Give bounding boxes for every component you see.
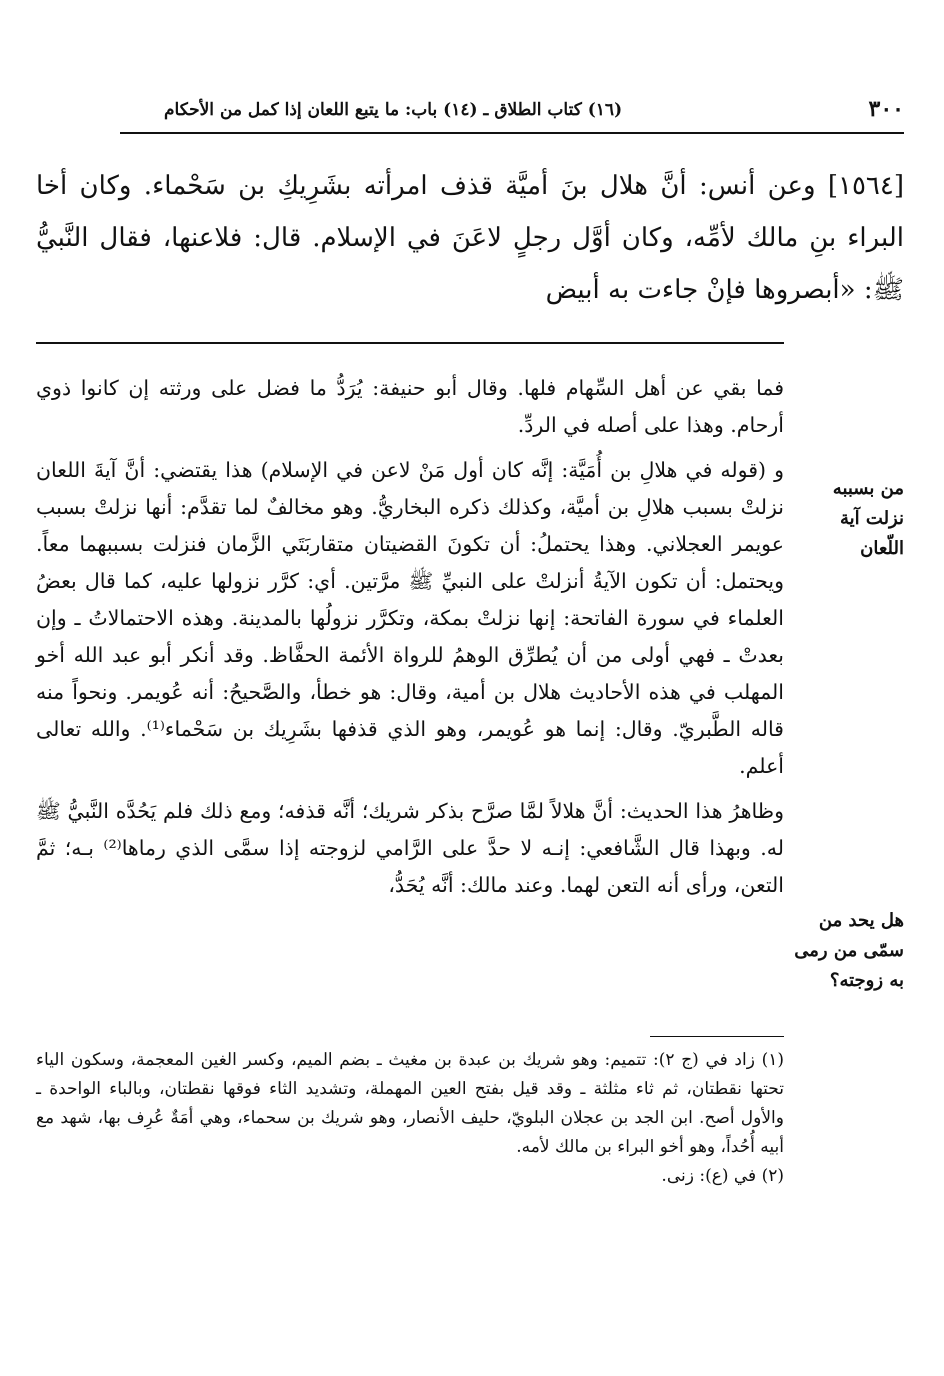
page-number: ٣٠٠ <box>868 96 904 122</box>
footnote-1: (١) زاد في (ج ٢): تتميم: وهو شريك بن عبدة بن مغيث ـ بضم الميم، وكسر الغين المعجمة، وسكون الياء تحتها نقطتان، ثم ثاء مثلثة ـ وقد قيل بفتح العين المهملة، وتشديد الثاء فوقها نقطتان، وبالباء الواحدة ـ والأول أصح. ابن الجد بن عجلان البلويّ، حليف الأنصار، وهو شريك بن سحماء، وهي أمَةٌ عُرِف بها، شهد مع أبيه أُحُداً، وهو أخو البراء بن مالك لأمه. <box>36 1050 784 1157</box>
commentary-paragraph-3: وظاهرُ هذا الحديث: أنَّ هلالاً لمَّا صرَّح بذكر شريك؛ أنَّه قذفه؛ ومع ذلك فلم يَحُدَّه النَّبيُّ ﷺ له. وبهذا قال الشَّافعي: إنـه لا حدَّ على الرَّامي لزوجته إذا سمَّى الذي رماها⁽²⁾ بـه؛ ثمَّ التعن، ورأى أنه التعن لهما. وعند مالك: أنَّه يُحَدُّ، <box>36 799 784 897</box>
commentary-paragraph-2: و (قوله في هلالِ بن أُمَيَّة: إنَّه كان أول مَنْ لاعن في الإسلام) هذا يقتضي: أنَّ آيةَ اللعان نزلتْ بسبب هلالِ بن أميَّة، وكذلك ذكره البخاريُّ. وهو مخالفٌ لما تقدَّم: أنها نزلتْ بسبب عويمر العجلاني. وهذا يحتملُ: أن تكونَ القضيتان متقاربَتَي الزَّمان فنزلت بسببهما معاً. ويحتمل: أن تكون الآيةُ أنزلتْ على النبيِّ ﷺ مرَّتين. أي: كرَّر نزولها عليه، كما قال بعضُ العلماء في سورة الفاتحة: إنها نزلتْ بمكة، وتكرَّر نزولُها بالمدينة. وهذه الاحتمالاتُ ـ وإن بعدتْ ـ فهي أولى من أن يُطرِّق الوهمُ للرواة الأئمة الحفَّاظ. وقد أنكر أبو عبد الله أخو المهلب في هذه الأحاديث هلال بن أمية، وقال: هو خطأ، والصَّحيحُ: أنه عُويمر. ونحواً منه قاله الطَّبريّ. وقال: إنما هو عُويمر، وهو الذي قذفها بشَرِيك بن سَحْماء⁽¹⁾. والله تعالى أعلم. <box>36 458 785 778</box>
hadith-divider <box>36 342 784 344</box>
side-note-hadd-question: هل يحد من سمّى من رمى به زوجته؟ <box>794 910 904 991</box>
footnote-divider <box>650 1036 784 1037</box>
page-header <box>120 96 904 130</box>
header-divider <box>120 132 904 134</box>
commentary-paragraph-1: فما بقي عن أهل السِّهام فلها. وقال أبو حنيفة: يُرَدُّ ما فضل على ورثته إن كانوا ذوي أرحام. وهذا على أصله في الردِّ. <box>36 376 784 437</box>
commentary-block <box>36 370 784 904</box>
running-title: (١٦) كتاب الطلاق ـ (١٤) باب: ما يتبع اللعان إذا كمل من الأحكام <box>164 100 623 120</box>
footnotes-block <box>36 1046 784 1191</box>
hadith-text: [١٥٦٤] وعن أنس: أنَّ هلال بنَ أميَّة قذف امرأته بشَرِيكِ بن سَحْماء. وكان أخا البراء بنِ مالك لأمِّه، وكان أوَّل رجلٍ لاعَنَ في الإسلام. قال: فلاعنها، فقال النَّبيُّ ﷺ: «أبصروها فإنْ جاءت به أبيض <box>36 171 904 305</box>
side-note-revelation-cause: من بسببه نزلت آية اللّعان <box>832 478 904 559</box>
hadith-text-block <box>36 160 904 316</box>
footnote-2: (٢) في (ع): زنى. <box>661 1166 784 1186</box>
